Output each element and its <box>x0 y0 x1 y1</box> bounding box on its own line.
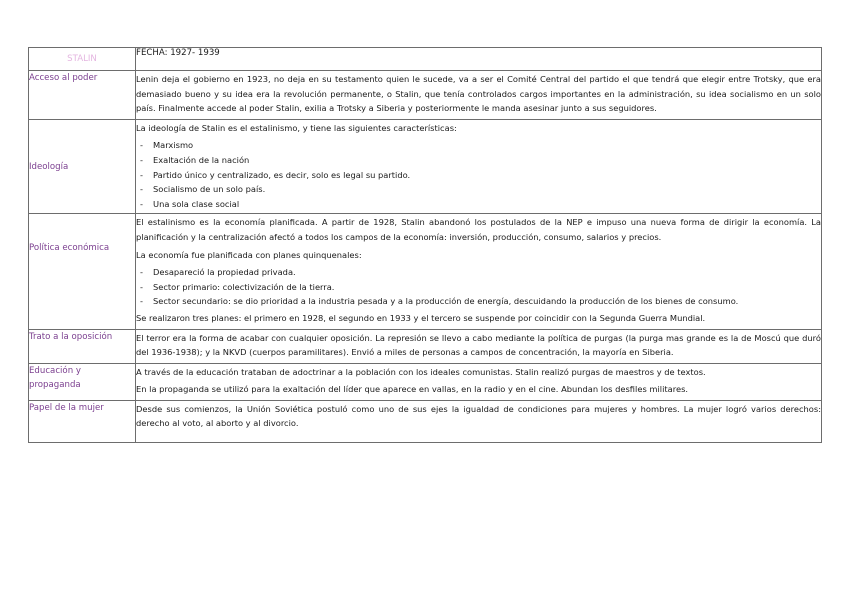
paragraph: Desde sus comienzos, la Unión Soviética postuló como uno de sus ejes la igualdad de condiciones para mujeres y hombres. La mujer logró varios derechos: derecho al voto, al aborto y al divorcio. <box>136 403 821 429</box>
row-label: Trato a la oposición <box>29 329 136 363</box>
row-content <box>136 400 822 442</box>
paragraph: Se realizaron tres planes: el primero en 1928, el segundo en 1933 y el tercero se suspende por coincidir con la Segunda Guerra Mundial. <box>136 312 706 323</box>
paragraph: En la propaganda se utilizó para la exaltación del líder que aparece en vallas, en la radio y en el cine. Abundan los desfiles militares. <box>136 384 689 395</box>
row-politica-economica <box>29 214 822 329</box>
summary-table <box>28 47 822 443</box>
paragraph: Lenin deja el gobierno en 1923, no deja en su testamento quien le sucede, va a ser el Comité Central del partido el que tendrá que elegir entre Trotsky, que era demasiado bueno y su idea era la revolución permanente, o Stalin, que tenía controlados cargos importantes en la administración, su idea socialismo en un solo país. Finalmente accede al poder Stalin, exilia a Trotsky a Siberia y posteriormente le manda asesinar junto a sus seguidores. <box>136 74 821 114</box>
row-label: Educación y propaganda <box>29 363 136 400</box>
row-label: Papel de la mujer <box>29 400 136 442</box>
row-content <box>136 119 822 214</box>
list-item: - Partido único y centralizado, es decir, solo es legal su partido. <box>140 169 411 180</box>
bullet-list <box>136 265 821 309</box>
paragraph: La ideología de Stalin es el estalinismo, y tiene las siguientes características: <box>136 122 457 133</box>
list-item: - Sector primario: colectivización de la tierra. <box>140 281 335 292</box>
header-title: STALIN <box>29 48 136 71</box>
row-label: Acceso al poder <box>29 71 136 120</box>
header-row <box>29 48 822 71</box>
row-content <box>136 71 822 120</box>
paragraph: El terror era la forma de acabar con cualquier oposición. La represión se llevo a cabo mediante la política de purgas (la purga mas grande es la de Moscú que duró del 1936-1938); y la NKVD (cuerpos paramilitares). Envió a miles de personas a campos de concentración, la mayoría en Siberia. <box>136 332 821 358</box>
bullet-list <box>136 138 821 211</box>
list-item: - Exaltación de la nación <box>140 154 250 165</box>
row-acceso-al-poder <box>29 71 822 120</box>
header-date: FECHA: 1927- 1939 <box>136 48 822 71</box>
row-content <box>136 363 822 400</box>
list-item: - Socialismo de un solo país. <box>140 184 266 195</box>
row-ideologia <box>29 119 822 214</box>
row-educacion-propaganda <box>29 363 822 400</box>
row-content <box>136 329 822 363</box>
list-item: - Una sola clase social <box>140 198 240 209</box>
row-content <box>136 214 822 329</box>
row-trato-oposicion <box>29 329 822 363</box>
list-item: - Sector secundario: se dio prioridad a la industria pesada y a la producción de energía, descuidando la producción de los bienes de consumo. <box>140 296 739 307</box>
paragraph: A través de la educación trataban de adoctrinar a la población con los ideales comunistas. Stalin realizó purgas de maestros y de textos. <box>136 366 706 377</box>
paragraph: El estalinismo es la economía planificada. A partir de 1928, Stalin abandonó los postulados de la NEP e impuso una nueva forma de dirigir la economía. La planificación y la centralización afectó a todos los campos de la economía: inversión, producción, consumo, salarios y precios. <box>136 217 821 242</box>
list-item: - Desapareció la propiedad privada. <box>140 267 296 278</box>
paragraph: La economía fue planificada con planes quinquenales: <box>136 249 362 260</box>
list-item: - Marxismo <box>140 140 194 151</box>
row-label: Política económica <box>29 214 136 329</box>
row-label: Ideología <box>29 119 136 214</box>
row-papel-mujer <box>29 400 822 442</box>
